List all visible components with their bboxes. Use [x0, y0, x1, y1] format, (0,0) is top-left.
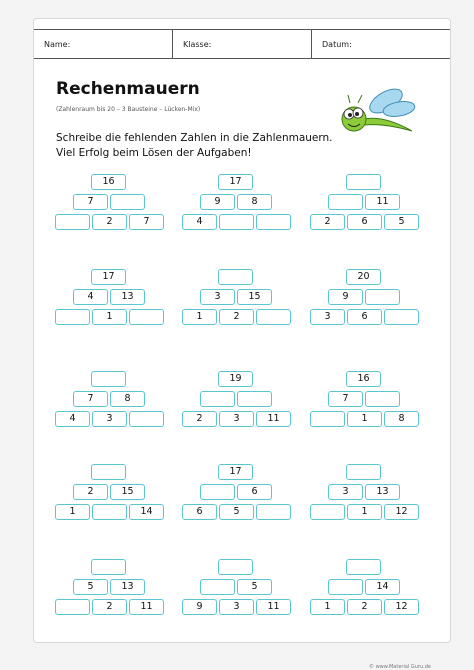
number-wall — [182, 174, 290, 240]
worksheet — [33, 18, 451, 670]
number-wall — [55, 371, 163, 437]
dragonfly-icon — [324, 79, 420, 149]
brick[interactable]: 5 — [237, 579, 272, 595]
brick[interactable]: 6 — [347, 214, 382, 230]
brick[interactable] — [200, 391, 235, 407]
number-wall — [182, 269, 290, 335]
brick[interactable]: 11 — [129, 599, 164, 615]
brick[interactable]: 14 — [365, 579, 400, 595]
brick[interactable]: 19 — [218, 371, 253, 387]
brick[interactable]: 2 — [73, 484, 108, 500]
brick[interactable]: 6 — [237, 484, 272, 500]
brick[interactable]: 9 — [328, 289, 363, 305]
brick[interactable]: 2 — [219, 309, 254, 325]
brick[interactable]: 8 — [237, 194, 272, 210]
brick[interactable]: 15 — [110, 484, 145, 500]
brick[interactable] — [200, 579, 235, 595]
brick[interactable] — [346, 174, 381, 190]
brick[interactable]: 7 — [129, 214, 164, 230]
brick[interactable]: 7 — [328, 391, 363, 407]
page-subtitle: (Zahlenraum bis 20 – 3 Bausteine – Lücken-Mix) — [56, 106, 201, 113]
brick[interactable] — [55, 309, 90, 325]
instruction-line-2: Viel Erfolg beim Lösen der Aufgaben! — [56, 147, 252, 159]
brick[interactable] — [256, 504, 291, 520]
brick[interactable]: 5 — [219, 504, 254, 520]
number-wall — [310, 269, 418, 335]
brick[interactable] — [55, 599, 90, 615]
class-label: Klasse: — [183, 39, 212, 49]
brick[interactable]: 2 — [92, 214, 127, 230]
brick[interactable]: 4 — [182, 214, 217, 230]
number-wall — [182, 371, 290, 437]
brick[interactable] — [310, 411, 345, 427]
brick[interactable]: 3 — [200, 289, 235, 305]
brick[interactable]: 14 — [129, 504, 164, 520]
brick[interactable] — [328, 579, 363, 595]
brick[interactable] — [200, 484, 235, 500]
brick[interactable]: 16 — [91, 174, 126, 190]
brick[interactable]: 9 — [200, 194, 235, 210]
brick[interactable]: 8 — [384, 411, 419, 427]
number-wall — [55, 269, 163, 335]
brick[interactable] — [218, 559, 253, 575]
brick[interactable] — [256, 214, 291, 230]
brick[interactable]: 2 — [92, 599, 127, 615]
date-field[interactable] — [312, 30, 450, 58]
brick[interactable]: 4 — [55, 411, 90, 427]
header-bar — [34, 29, 450, 59]
class-field[interactable] — [173, 30, 312, 58]
name-label: Name: — [44, 39, 71, 49]
brick[interactable]: 9 — [182, 599, 217, 615]
number-wall — [55, 174, 163, 240]
date-label: Datum: — [322, 39, 352, 49]
brick[interactable] — [55, 214, 90, 230]
brick[interactable]: 7 — [73, 194, 108, 210]
brick[interactable]: 3 — [92, 411, 127, 427]
brick[interactable]: 3 — [328, 484, 363, 500]
number-wall — [182, 464, 290, 530]
brick[interactable]: 6 — [182, 504, 217, 520]
brick[interactable]: 17 — [91, 269, 126, 285]
brick[interactable] — [129, 309, 164, 325]
brick[interactable] — [346, 559, 381, 575]
brick[interactable]: 12 — [384, 504, 419, 520]
brick[interactable] — [384, 309, 419, 325]
brick[interactable]: 1 — [92, 309, 127, 325]
brick[interactable] — [129, 411, 164, 427]
instruction-line-1: Schreibe die fehlenden Zahlen in die Zahlenmauern. — [56, 132, 333, 144]
number-wall — [310, 371, 418, 437]
number-wall — [55, 464, 163, 530]
brick[interactable]: 1 — [310, 599, 345, 615]
brick[interactable]: 7 — [73, 391, 108, 407]
brick[interactable]: 4 — [73, 289, 108, 305]
brick[interactable]: 5 — [73, 579, 108, 595]
brick[interactable]: 16 — [346, 371, 381, 387]
brick[interactable] — [256, 309, 291, 325]
brick[interactable]: 1 — [347, 504, 382, 520]
number-wall — [182, 559, 290, 625]
brick[interactable]: 13 — [110, 289, 145, 305]
brick[interactable] — [218, 269, 253, 285]
brick[interactable] — [91, 559, 126, 575]
brick[interactable]: 13 — [365, 484, 400, 500]
brick[interactable]: 3 — [310, 309, 345, 325]
brick[interactable] — [91, 464, 126, 480]
brick[interactable]: 17 — [218, 464, 253, 480]
brick[interactable] — [365, 391, 400, 407]
brick[interactable] — [91, 371, 126, 387]
brick[interactable]: 11 — [256, 411, 291, 427]
instructions — [56, 131, 333, 161]
brick[interactable]: 8 — [110, 391, 145, 407]
number-wall — [310, 559, 418, 625]
name-field[interactable] — [34, 30, 173, 58]
brick[interactable] — [346, 464, 381, 480]
brick[interactable]: 6 — [347, 309, 382, 325]
footer-credit: © www.Material Guru.de — [369, 664, 431, 670]
brick[interactable]: 5 — [384, 214, 419, 230]
number-wall — [310, 174, 418, 240]
brick[interactable]: 15 — [237, 289, 272, 305]
page-title: Rechenmauern — [56, 79, 200, 99]
brick[interactable]: 3 — [219, 599, 254, 615]
brick[interactable] — [328, 194, 363, 210]
brick[interactable]: 1 — [182, 309, 217, 325]
brick[interactable]: 11 — [365, 194, 400, 210]
brick[interactable]: 2 — [182, 411, 217, 427]
brick[interactable] — [92, 504, 127, 520]
brick[interactable]: 2 — [310, 214, 345, 230]
brick[interactable]: 17 — [218, 174, 253, 190]
number-wall — [55, 559, 163, 625]
brick[interactable]: 2 — [347, 599, 382, 615]
brick[interactable] — [110, 194, 145, 210]
number-wall — [310, 464, 418, 530]
brick[interactable]: 12 — [384, 599, 419, 615]
brick[interactable]: 1 — [55, 504, 90, 520]
brick[interactable]: 1 — [347, 411, 382, 427]
brick[interactable]: 11 — [256, 599, 291, 615]
brick[interactable]: 3 — [219, 411, 254, 427]
brick[interactable] — [237, 391, 272, 407]
brick[interactable]: 13 — [110, 579, 145, 595]
brick[interactable] — [219, 214, 254, 230]
brick[interactable] — [365, 289, 400, 305]
brick[interactable]: 20 — [346, 269, 381, 285]
brick[interactable] — [310, 504, 345, 520]
